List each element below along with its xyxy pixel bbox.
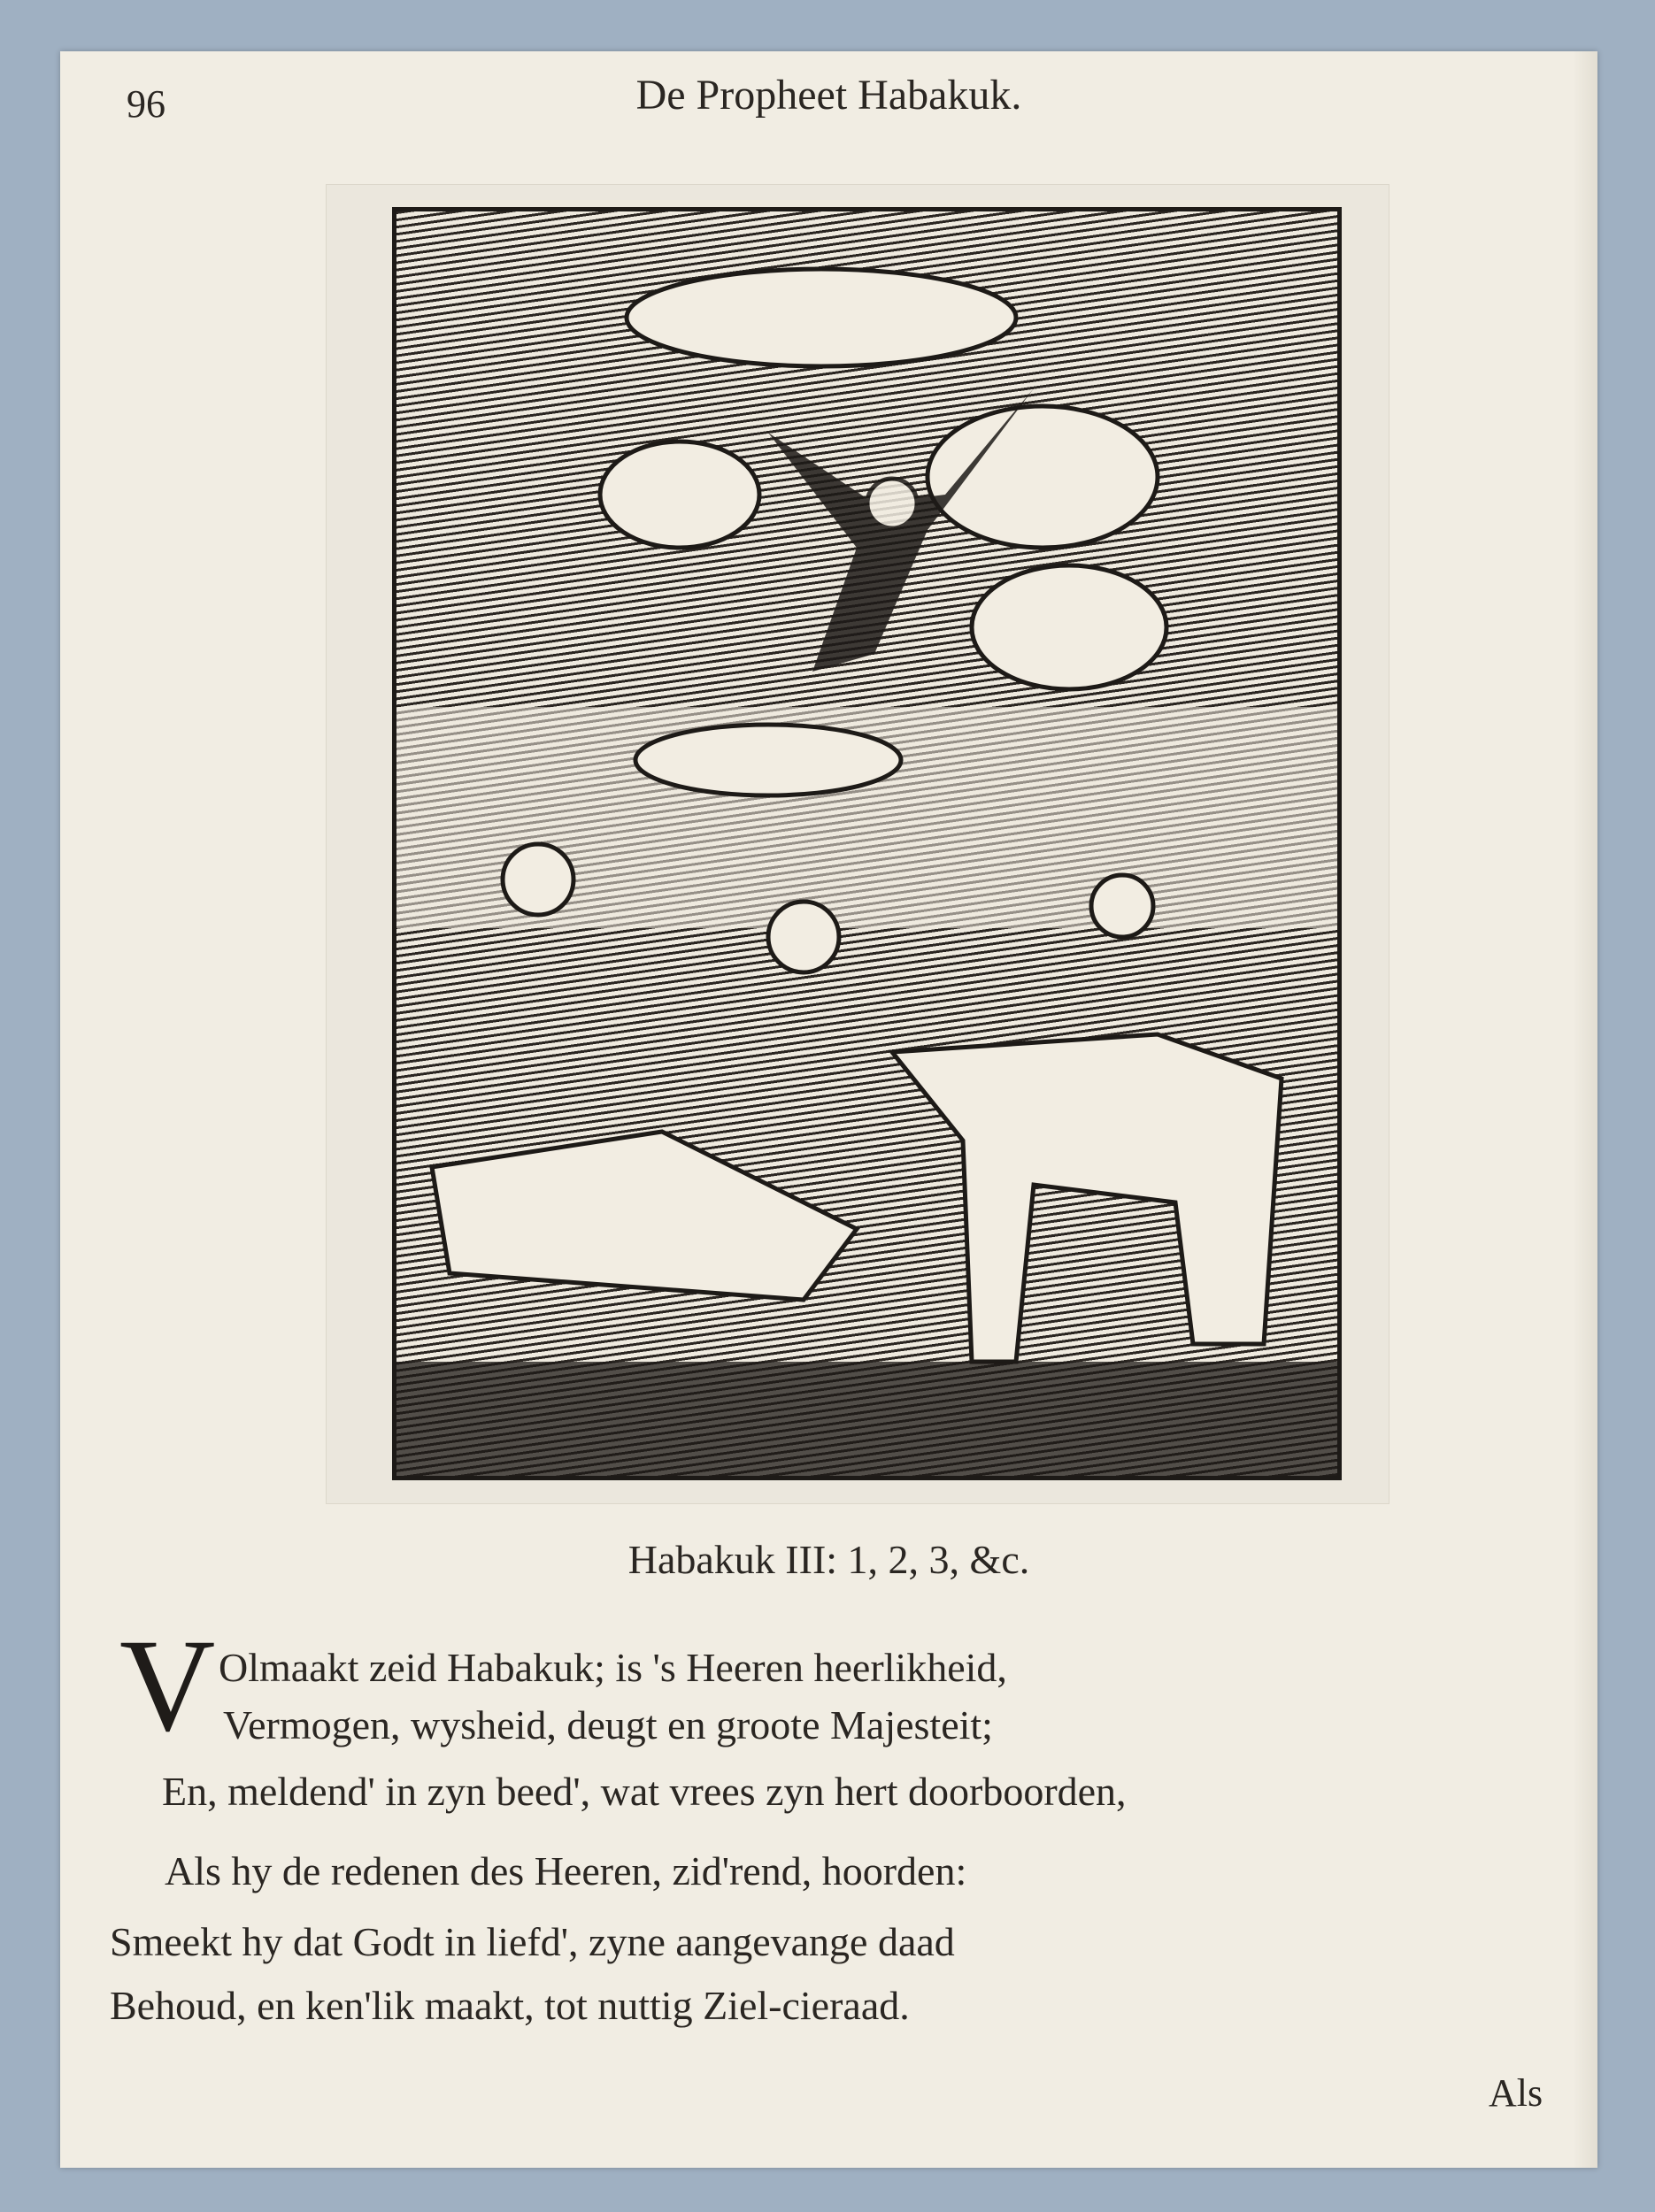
woodcut-scene bbox=[396, 211, 1337, 1476]
woodcut-illustration bbox=[392, 207, 1342, 1480]
verse-line: En, meldend' in zyn beed', wat vrees zyn hert doorboorden, bbox=[162, 1769, 1127, 1814]
cloud bbox=[635, 725, 901, 795]
page-number: 96 bbox=[127, 82, 166, 126]
verse-line: Als hy de redenen des Heeren, zid'rend, hoorden: bbox=[165, 1848, 967, 1893]
drop-cap: V bbox=[119, 1612, 216, 1759]
donkey bbox=[892, 1034, 1282, 1362]
verse-line: Vermogen, wysheid, deugt en groote Majesteit; bbox=[223, 1702, 993, 1747]
book-page bbox=[60, 51, 1597, 2168]
running-head: De Propheet Habakuk. bbox=[635, 72, 1022, 119]
verse-line: Behoud, en ken'lik maakt, tot nuttig Ziel-cieraad. bbox=[110, 1983, 910, 2028]
scripture-reference: Habakuk III: 1, 2, 3, &c. bbox=[627, 1537, 1030, 1582]
verse-line: Smeekt hy dat Godt in liefd', zyne aangevange daad bbox=[110, 1919, 955, 1964]
catchword: Als bbox=[1489, 2071, 1543, 2115]
cloud bbox=[600, 442, 759, 548]
cloud bbox=[972, 565, 1166, 689]
cloud bbox=[627, 269, 1016, 366]
verse-line: Olmaakt zeid Habakuk; is 's Heeren heerlikheid, bbox=[219, 1645, 1007, 1690]
